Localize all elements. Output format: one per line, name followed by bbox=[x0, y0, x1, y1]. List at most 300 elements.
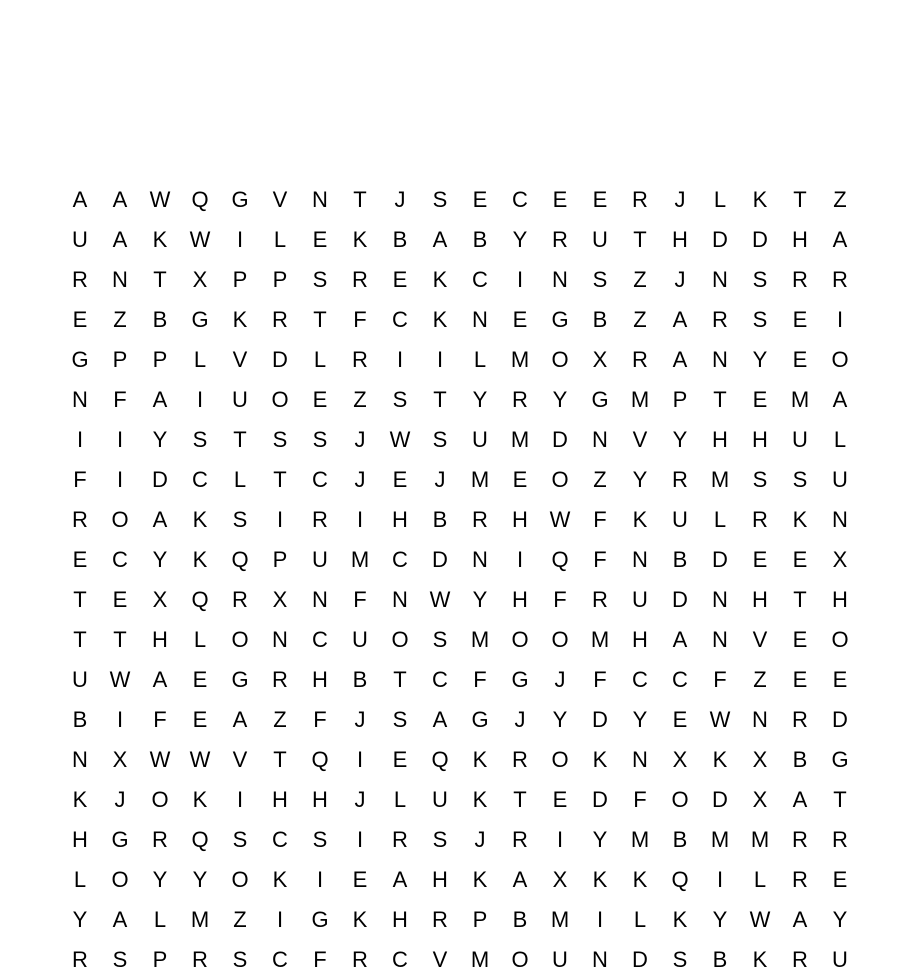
letter-cell[interactable]: B bbox=[72, 707, 88, 732]
letter-cell[interactable]: A bbox=[432, 707, 448, 732]
letter-cell[interactable]: L bbox=[833, 427, 847, 452]
letter-cell[interactable]: N bbox=[832, 507, 848, 532]
letter-cell[interactable]: O bbox=[551, 627, 569, 652]
letter-cell[interactable]: S bbox=[272, 427, 288, 452]
letter-cell[interactable]: D bbox=[592, 787, 608, 812]
letter-cell[interactable]: E bbox=[752, 547, 768, 572]
letter-cell[interactable]: F bbox=[353, 587, 367, 612]
letter-cell[interactable]: U bbox=[832, 467, 848, 492]
letter-cell[interactable]: P bbox=[112, 347, 128, 372]
letter-cell[interactable]: L bbox=[193, 627, 207, 652]
letter-cell[interactable]: J bbox=[554, 667, 566, 692]
letter-cell[interactable]: D bbox=[712, 547, 728, 572]
letter-cell[interactable]: K bbox=[712, 747, 728, 772]
letter-cell[interactable]: N bbox=[472, 547, 488, 572]
letter-cell[interactable]: W bbox=[389, 427, 411, 452]
letter-cell[interactable]: M bbox=[470, 627, 490, 652]
letter-cell[interactable]: C bbox=[312, 627, 328, 652]
letter-cell[interactable]: S bbox=[752, 467, 768, 492]
letter-cell[interactable]: O bbox=[151, 787, 169, 812]
letter-cell[interactable]: R bbox=[192, 947, 208, 972]
letter-cell[interactable]: T bbox=[153, 267, 167, 292]
letter-cell[interactable]: R bbox=[272, 667, 288, 692]
letter-cell[interactable]: A bbox=[152, 507, 168, 532]
letter-cell[interactable]: R bbox=[392, 827, 408, 852]
letter-cell[interactable]: W bbox=[189, 227, 211, 252]
letter-cell[interactable]: F bbox=[313, 707, 327, 732]
letter-cell[interactable]: F bbox=[353, 307, 367, 332]
letter-cell[interactable]: I bbox=[556, 827, 564, 852]
letter-cell[interactable]: A bbox=[72, 187, 88, 212]
letter-cell[interactable]: C bbox=[272, 827, 288, 852]
letter-cell[interactable]: R bbox=[792, 827, 808, 852]
letter-cell[interactable]: Q bbox=[231, 547, 249, 572]
letter-cell[interactable]: L bbox=[473, 347, 487, 372]
letter-cell[interactable]: W bbox=[429, 587, 451, 612]
letter-cell[interactable]: Q bbox=[431, 747, 449, 772]
letter-cell[interactable]: W bbox=[109, 667, 131, 692]
letter-cell[interactable]: E bbox=[512, 467, 528, 492]
letter-cell[interactable]: F bbox=[593, 667, 607, 692]
letter-cell[interactable]: G bbox=[551, 307, 569, 332]
letter-cell[interactable]: Z bbox=[593, 467, 607, 492]
letter-cell[interactable]: Q bbox=[311, 747, 329, 772]
letter-cell[interactable]: E bbox=[552, 187, 568, 212]
letter-cell[interactable]: X bbox=[192, 267, 208, 292]
letter-cell[interactable]: K bbox=[432, 307, 448, 332]
letter-cell[interactable]: R bbox=[352, 347, 368, 372]
letter-cell[interactable]: F bbox=[73, 467, 87, 492]
letter-cell[interactable]: E bbox=[792, 667, 808, 692]
letter-cell[interactable]: J bbox=[514, 707, 526, 732]
letter-cell[interactable]: Q bbox=[551, 547, 569, 572]
letter-cell[interactable]: S bbox=[392, 387, 408, 412]
letter-cell[interactable]: U bbox=[352, 627, 368, 652]
letter-cell[interactable]: T bbox=[793, 587, 807, 612]
letter-cell[interactable]: Y bbox=[552, 707, 568, 732]
letter-cell[interactable]: S bbox=[232, 947, 248, 972]
letter-cell[interactable]: B bbox=[592, 307, 608, 332]
letter-cell[interactable]: J bbox=[394, 187, 406, 212]
letter-cell[interactable]: R bbox=[632, 347, 648, 372]
letter-cell[interactable]: C bbox=[112, 547, 128, 572]
letter-cell[interactable]: A bbox=[112, 907, 128, 932]
letter-cell[interactable]: E bbox=[472, 187, 488, 212]
letter-cell[interactable]: F bbox=[153, 707, 167, 732]
letter-cell[interactable]: N bbox=[312, 187, 328, 212]
letter-cell[interactable]: K bbox=[472, 867, 488, 892]
letter-cell[interactable]: F bbox=[473, 667, 487, 692]
letter-cell[interactable]: T bbox=[73, 587, 87, 612]
letter-cell[interactable]: E bbox=[392, 467, 408, 492]
letter-cell[interactable]: X bbox=[752, 747, 768, 772]
letter-cell[interactable]: R bbox=[672, 467, 688, 492]
letter-cell[interactable]: F bbox=[113, 387, 127, 412]
letter-cell[interactable]: B bbox=[672, 547, 688, 572]
letter-cell[interactable]: A bbox=[832, 227, 848, 252]
letter-cell[interactable]: D bbox=[752, 227, 768, 252]
letter-cell[interactable]: T bbox=[833, 787, 847, 812]
letter-cell[interactable]: I bbox=[516, 267, 524, 292]
letter-cell[interactable]: V bbox=[752, 627, 768, 652]
letter-cell[interactable]: W bbox=[549, 507, 571, 532]
letter-cell[interactable]: J bbox=[434, 467, 446, 492]
letter-cell[interactable]: T bbox=[73, 627, 87, 652]
letter-cell[interactable]: F bbox=[713, 667, 727, 692]
letter-cell[interactable]: G bbox=[111, 827, 129, 852]
letter-cell[interactable]: U bbox=[672, 507, 688, 532]
letter-cell[interactable]: I bbox=[356, 747, 364, 772]
letter-cell[interactable]: N bbox=[72, 387, 88, 412]
letter-cell[interactable]: X bbox=[832, 547, 848, 572]
letter-cell[interactable]: O bbox=[551, 747, 569, 772]
letter-cell[interactable]: J bbox=[674, 187, 686, 212]
letter-cell[interactable]: C bbox=[312, 467, 328, 492]
letter-cell[interactable]: V bbox=[272, 187, 288, 212]
letter-cell[interactable]: Z bbox=[353, 387, 367, 412]
letter-cell[interactable]: D bbox=[832, 707, 848, 732]
letter-cell[interactable]: L bbox=[313, 347, 327, 372]
letter-cell[interactable]: N bbox=[472, 307, 488, 332]
letter-cell[interactable]: E bbox=[192, 667, 208, 692]
letter-cell[interactable]: A bbox=[392, 867, 408, 892]
letter-cell[interactable]: M bbox=[710, 827, 730, 852]
letter-cell[interactable]: E bbox=[832, 867, 848, 892]
letter-cell[interactable]: Y bbox=[152, 867, 168, 892]
letter-cell[interactable]: G bbox=[511, 667, 529, 692]
letter-cell[interactable]: K bbox=[752, 187, 768, 212]
letter-cell[interactable]: S bbox=[432, 627, 448, 652]
letter-cell[interactable]: L bbox=[753, 867, 767, 892]
letter-cell[interactable]: I bbox=[236, 227, 244, 252]
letter-cell[interactable]: F bbox=[313, 947, 327, 972]
letter-cell[interactable]: M bbox=[470, 947, 490, 972]
letter-cell[interactable]: Y bbox=[552, 387, 568, 412]
letter-cell[interactable]: T bbox=[393, 667, 407, 692]
letter-cell[interactable]: U bbox=[552, 947, 568, 972]
letter-cell[interactable]: C bbox=[512, 187, 528, 212]
letter-cell[interactable]: V bbox=[232, 747, 248, 772]
letter-cell[interactable]: J bbox=[354, 707, 366, 732]
letter-cell[interactable]: Y bbox=[832, 907, 848, 932]
letter-cell[interactable]: G bbox=[191, 307, 209, 332]
letter-cell[interactable]: M bbox=[590, 627, 610, 652]
letter-cell[interactable]: S bbox=[752, 307, 768, 332]
letter-cell[interactable]: T bbox=[793, 187, 807, 212]
letter-cell[interactable]: U bbox=[832, 947, 848, 972]
letter-cell[interactable]: X bbox=[112, 747, 128, 772]
letter-cell[interactable]: M bbox=[710, 467, 730, 492]
letter-cell[interactable]: C bbox=[392, 547, 408, 572]
letter-cell[interactable]: I bbox=[716, 867, 724, 892]
letter-cell[interactable]: Q bbox=[671, 867, 689, 892]
letter-cell[interactable]: S bbox=[232, 507, 248, 532]
letter-cell[interactable]: R bbox=[72, 507, 88, 532]
letter-cell[interactable]: R bbox=[792, 267, 808, 292]
letter-cell[interactable]: M bbox=[510, 427, 530, 452]
letter-cell[interactable]: E bbox=[72, 307, 88, 332]
letter-cell[interactable]: W bbox=[149, 187, 171, 212]
letter-cell[interactable]: O bbox=[511, 627, 529, 652]
letter-cell[interactable]: K bbox=[632, 507, 648, 532]
letter-cell[interactable]: R bbox=[832, 827, 848, 852]
letter-cell[interactable]: Q bbox=[191, 827, 209, 852]
letter-cell[interactable]: G bbox=[231, 187, 249, 212]
letter-cell[interactable]: N bbox=[392, 587, 408, 612]
letter-cell[interactable]: Y bbox=[632, 467, 648, 492]
letter-cell[interactable]: S bbox=[672, 947, 688, 972]
letter-cell[interactable]: H bbox=[312, 667, 328, 692]
letter-cell[interactable]: I bbox=[316, 867, 324, 892]
letter-cell[interactable]: Y bbox=[512, 227, 528, 252]
letter-cell[interactable]: E bbox=[592, 187, 608, 212]
letter-cell[interactable]: H bbox=[672, 227, 688, 252]
letter-cell[interactable]: S bbox=[592, 267, 608, 292]
letter-cell[interactable]: C bbox=[192, 467, 208, 492]
letter-cell[interactable]: P bbox=[152, 947, 168, 972]
letter-cell[interactable]: I bbox=[116, 707, 124, 732]
letter-cell[interactable]: B bbox=[672, 827, 688, 852]
letter-cell[interactable]: I bbox=[236, 787, 244, 812]
letter-cell[interactable]: P bbox=[232, 267, 248, 292]
letter-cell[interactable]: K bbox=[152, 227, 168, 252]
letter-cell[interactable]: T bbox=[433, 387, 447, 412]
letter-cell[interactable]: I bbox=[836, 307, 844, 332]
letter-cell[interactable]: Z bbox=[233, 907, 247, 932]
letter-cell[interactable]: N bbox=[72, 747, 88, 772]
letter-cell[interactable]: L bbox=[233, 467, 247, 492]
letter-cell[interactable]: I bbox=[396, 347, 404, 372]
letter-cell[interactable]: M bbox=[550, 907, 570, 932]
letter-cell[interactable]: G bbox=[231, 667, 249, 692]
letter-cell[interactable]: E bbox=[792, 547, 808, 572]
letter-cell[interactable]: B bbox=[712, 947, 728, 972]
letter-cell[interactable]: K bbox=[592, 747, 608, 772]
letter-cell[interactable]: X bbox=[552, 867, 568, 892]
letter-cell[interactable]: Y bbox=[472, 587, 488, 612]
letter-cell[interactable]: W bbox=[149, 747, 171, 772]
letter-cell[interactable]: H bbox=[272, 787, 288, 812]
letter-cell[interactable]: K bbox=[672, 907, 688, 932]
letter-cell[interactable]: D bbox=[712, 787, 728, 812]
letter-cell[interactable]: A bbox=[672, 307, 688, 332]
letter-cell[interactable]: I bbox=[116, 427, 124, 452]
letter-cell[interactable]: A bbox=[152, 667, 168, 692]
letter-cell[interactable]: U bbox=[232, 387, 248, 412]
letter-cell[interactable]: I bbox=[116, 467, 124, 492]
letter-cell[interactable]: E bbox=[752, 387, 768, 412]
letter-cell[interactable]: S bbox=[752, 267, 768, 292]
letter-cell[interactable]: C bbox=[392, 947, 408, 972]
letter-cell[interactable]: M bbox=[630, 827, 650, 852]
letter-cell[interactable]: N bbox=[712, 347, 728, 372]
letter-cell[interactable]: R bbox=[512, 827, 528, 852]
letter-cell[interactable]: H bbox=[392, 507, 408, 532]
letter-cell[interactable]: I bbox=[76, 427, 84, 452]
letter-cell[interactable]: C bbox=[472, 267, 488, 292]
letter-cell[interactable]: N bbox=[632, 547, 648, 572]
letter-cell[interactable]: H bbox=[512, 587, 528, 612]
letter-cell[interactable]: T bbox=[353, 187, 367, 212]
letter-cell[interactable]: Z bbox=[273, 707, 287, 732]
letter-cell[interactable]: W bbox=[189, 747, 211, 772]
letter-cell[interactable]: B bbox=[392, 227, 408, 252]
letter-cell[interactable]: K bbox=[352, 227, 368, 252]
letter-cell[interactable]: R bbox=[552, 227, 568, 252]
letter-cell[interactable]: E bbox=[832, 667, 848, 692]
letter-cell[interactable]: F bbox=[593, 507, 607, 532]
letter-cell[interactable]: K bbox=[792, 507, 808, 532]
letter-cell[interactable]: K bbox=[592, 867, 608, 892]
letter-cell[interactable]: O bbox=[511, 947, 529, 972]
letter-cell[interactable]: N bbox=[632, 747, 648, 772]
letter-cell[interactable]: K bbox=[352, 907, 368, 932]
letter-cell[interactable]: C bbox=[432, 667, 448, 692]
letter-cell[interactable]: X bbox=[672, 747, 688, 772]
letter-cell[interactable]: U bbox=[72, 227, 88, 252]
letter-cell[interactable]: E bbox=[392, 747, 408, 772]
letter-cell[interactable]: O bbox=[391, 627, 409, 652]
letter-cell[interactable]: H bbox=[752, 587, 768, 612]
letter-cell[interactable]: K bbox=[472, 747, 488, 772]
letter-cell[interactable]: K bbox=[752, 947, 768, 972]
letter-cell[interactable]: R bbox=[512, 747, 528, 772]
letter-cell[interactable]: P bbox=[272, 267, 288, 292]
letter-cell[interactable]: A bbox=[792, 787, 808, 812]
letter-cell[interactable]: M bbox=[630, 387, 650, 412]
letter-cell[interactable]: H bbox=[432, 867, 448, 892]
letter-cell[interactable]: I bbox=[596, 907, 604, 932]
letter-cell[interactable]: L bbox=[193, 347, 207, 372]
letter-cell[interactable]: I bbox=[356, 827, 364, 852]
letter-cell[interactable]: M bbox=[750, 827, 770, 852]
letter-cell[interactable]: G bbox=[311, 907, 329, 932]
letter-cell[interactable]: D bbox=[152, 467, 168, 492]
letter-cell[interactable]: K bbox=[192, 547, 208, 572]
letter-cell[interactable]: M bbox=[510, 347, 530, 372]
letter-cell[interactable]: P bbox=[272, 547, 288, 572]
letter-cell[interactable]: N bbox=[752, 707, 768, 732]
letter-cell[interactable]: R bbox=[72, 267, 88, 292]
letter-cell[interactable]: K bbox=[472, 787, 488, 812]
letter-cell[interactable]: Q bbox=[191, 187, 209, 212]
letter-cell[interactable]: R bbox=[312, 507, 328, 532]
letter-cell[interactable]: U bbox=[632, 587, 648, 612]
letter-cell[interactable]: Y bbox=[592, 827, 608, 852]
letter-cell[interactable]: E bbox=[792, 347, 808, 372]
letter-cell[interactable]: T bbox=[113, 627, 127, 652]
letter-cell[interactable]: R bbox=[352, 267, 368, 292]
letter-cell[interactable]: V bbox=[432, 947, 448, 972]
letter-cell[interactable]: L bbox=[713, 187, 727, 212]
letter-cell[interactable]: R bbox=[152, 827, 168, 852]
letter-cell[interactable]: Y bbox=[72, 907, 88, 932]
letter-cell[interactable]: G bbox=[591, 387, 609, 412]
letter-cell[interactable]: R bbox=[72, 947, 88, 972]
letter-cell[interactable]: R bbox=[792, 947, 808, 972]
letter-cell[interactable]: C bbox=[632, 667, 648, 692]
letter-cell[interactable]: G bbox=[471, 707, 489, 732]
letter-cell[interactable]: O bbox=[271, 387, 289, 412]
letter-cell[interactable]: M bbox=[190, 907, 210, 932]
letter-cell[interactable]: R bbox=[792, 867, 808, 892]
letter-cell[interactable]: O bbox=[831, 347, 849, 372]
letter-cell[interactable]: S bbox=[312, 427, 328, 452]
letter-cell[interactable]: W bbox=[749, 907, 771, 932]
letter-cell[interactable]: B bbox=[792, 747, 808, 772]
letter-cell[interactable]: A bbox=[432, 227, 448, 252]
letter-cell[interactable]: F bbox=[593, 547, 607, 572]
letter-cell[interactable]: B bbox=[512, 907, 528, 932]
letter-cell[interactable]: R bbox=[632, 187, 648, 212]
letter-cell[interactable]: I bbox=[356, 507, 364, 532]
letter-cell[interactable]: T bbox=[713, 387, 727, 412]
letter-cell[interactable]: E bbox=[672, 707, 688, 732]
letter-cell[interactable]: X bbox=[272, 587, 288, 612]
letter-cell[interactable]: S bbox=[312, 267, 328, 292]
letter-cell[interactable]: R bbox=[832, 267, 848, 292]
letter-cell[interactable]: R bbox=[432, 907, 448, 932]
letter-cell[interactable]: S bbox=[312, 827, 328, 852]
letter-cell[interactable]: Y bbox=[472, 387, 488, 412]
letter-cell[interactable]: Y bbox=[152, 547, 168, 572]
letter-cell[interactable]: O bbox=[551, 347, 569, 372]
letter-cell[interactable]: J bbox=[354, 427, 366, 452]
letter-cell[interactable]: T bbox=[273, 747, 287, 772]
letter-cell[interactable]: J bbox=[354, 787, 366, 812]
letter-cell[interactable]: L bbox=[713, 507, 727, 532]
letter-cell[interactable]: H bbox=[632, 627, 648, 652]
letter-cell[interactable]: N bbox=[592, 427, 608, 452]
letter-cell[interactable]: L bbox=[73, 867, 87, 892]
letter-cell[interactable]: K bbox=[232, 307, 248, 332]
letter-cell[interactable]: S bbox=[792, 467, 808, 492]
letter-cell[interactable]: S bbox=[392, 707, 408, 732]
letter-cell[interactable]: E bbox=[552, 787, 568, 812]
letter-cell[interactable]: O bbox=[551, 467, 569, 492]
letter-cell[interactable]: H bbox=[792, 227, 808, 252]
letter-cell[interactable]: K bbox=[72, 787, 88, 812]
letter-cell[interactable]: E bbox=[512, 307, 528, 332]
letter-cell[interactable]: D bbox=[432, 547, 448, 572]
letter-cell[interactable]: J bbox=[674, 267, 686, 292]
letter-cell[interactable]: O bbox=[111, 867, 129, 892]
letter-cell[interactable]: T bbox=[273, 467, 287, 492]
letter-cell[interactable]: R bbox=[592, 587, 608, 612]
letter-cell[interactable]: B bbox=[432, 507, 448, 532]
letter-cell[interactable]: I bbox=[276, 907, 284, 932]
letter-cell[interactable]: R bbox=[792, 707, 808, 732]
letter-cell[interactable]: Z bbox=[633, 307, 647, 332]
letter-cell[interactable]: Y bbox=[752, 347, 768, 372]
letter-cell[interactable]: S bbox=[192, 427, 208, 452]
letter-cell[interactable]: H bbox=[312, 787, 328, 812]
letter-cell[interactable]: P bbox=[152, 347, 168, 372]
letter-cell[interactable]: M bbox=[470, 467, 490, 492]
letter-cell[interactable]: E bbox=[192, 707, 208, 732]
letter-cell[interactable]: H bbox=[72, 827, 88, 852]
letter-cell[interactable]: R bbox=[272, 307, 288, 332]
letter-cell[interactable]: N bbox=[712, 267, 728, 292]
letter-cell[interactable]: P bbox=[672, 387, 688, 412]
letter-cell[interactable]: I bbox=[196, 387, 204, 412]
letter-cell[interactable]: G bbox=[831, 747, 849, 772]
letter-cell[interactable]: E bbox=[792, 307, 808, 332]
letter-cell[interactable]: A bbox=[672, 347, 688, 372]
letter-cell[interactable]: D bbox=[552, 427, 568, 452]
letter-cell[interactable]: N bbox=[312, 587, 328, 612]
letter-cell[interactable]: S bbox=[432, 427, 448, 452]
